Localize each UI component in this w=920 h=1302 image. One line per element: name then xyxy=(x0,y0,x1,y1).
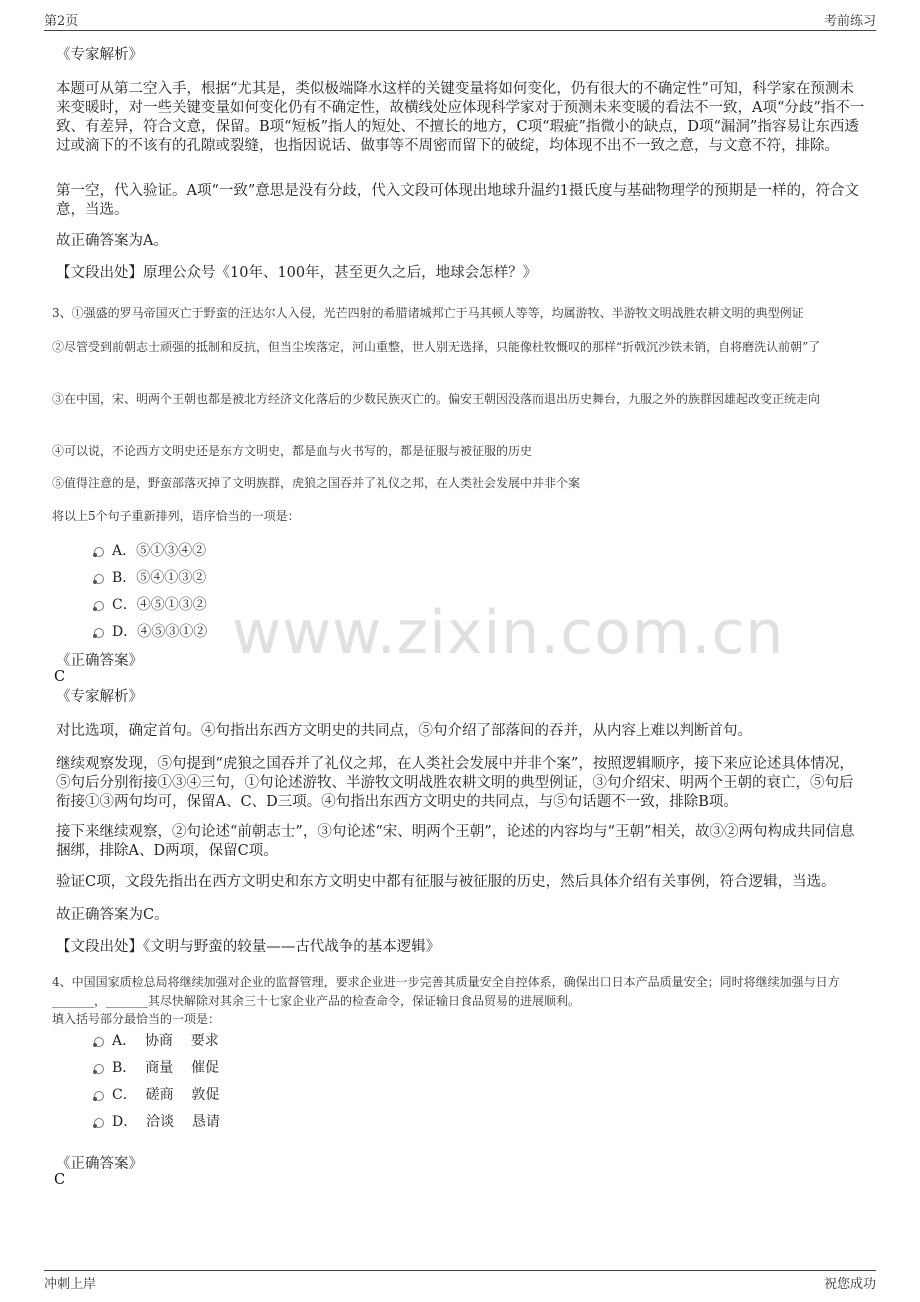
analysis-conclusion: 故正确答案为A。 xyxy=(56,233,168,249)
analysis-label: 《专家解析》 xyxy=(56,689,143,705)
option-a[interactable]: A．⑤①③④② xyxy=(94,541,206,561)
source-citation: 【文段出处】原理公众号《10年、100年，甚至更久之后，地球会怎样？》 xyxy=(56,265,538,281)
question-stem: 4、中国国家质检总局将继续加强对企业的监督管理，要求企业进一步完善其质量安全自控体系，确保出口日本产品质量安全；同时将继续加强与日方_______，_______其尽快解除对其余三十七家企业产品的检查命令，保证输日食品贸易的进展顺利。 xyxy=(52,975,840,1008)
source-citation: 【文段出处】《文明与野蛮的较量——古代战争的基本逻辑》 xyxy=(56,939,441,955)
footer-right: 祝您成功 xyxy=(823,1277,876,1292)
analysis-paragraph: 接下来继续观察，②句论述“前朝志士”，③句论述“宋、明两个王朝”，论述的内容均与“王朝”相关，故③②两句构成共同信息捆绑，排除A、D两项，保留C项。 xyxy=(56,824,855,859)
radio-icon[interactable] xyxy=(94,1037,104,1047)
question-sentence: ⑤值得注意的是，野蛮部落灭掉了文明族群，虎狼之国吞并了礼仪之邦，在人类社会发展中并非个案 xyxy=(52,476,581,490)
question-sentence: ③在中国，宋、明两个王朝也都是被北方经济文化落后的少数民族灭亡的。偏安王朝因没落而退出历史舞台，九服之外的族群因雄起改变正统走向 xyxy=(52,392,821,406)
answer-label: 《正确答案》 xyxy=(56,1156,143,1172)
analysis-conclusion: 故正确答案为C。 xyxy=(56,907,169,923)
radio-icon[interactable] xyxy=(94,601,104,611)
footer-divider xyxy=(44,1270,876,1271)
question-prompt: 将以上5个句子重新排列，语序恰当的一项是： xyxy=(52,509,300,523)
watermark: www.zixin.com.cn xyxy=(232,598,785,668)
option-d[interactable]: D． 洽谈 恳请 xyxy=(94,1112,220,1132)
radio-icon[interactable] xyxy=(94,547,104,557)
question-prompt: 填入括号部分最恰当的一项是： xyxy=(52,1012,221,1026)
question-sentence: ④可以说，不论西方文明史还是东方文明史，都是血与火书写的，都是征服与被征服的历史 xyxy=(52,444,533,458)
footer-left: 冲刺上岸 xyxy=(44,1277,97,1292)
radio-icon[interactable] xyxy=(94,574,104,584)
radio-icon[interactable] xyxy=(94,1064,104,1074)
header-divider xyxy=(44,30,876,31)
option-a[interactable]: A． 协商 要求 xyxy=(94,1031,219,1051)
option-b[interactable]: B．⑤④①③② xyxy=(94,568,206,588)
answer-value: C xyxy=(54,1172,66,1188)
question-sentence: 3、①强盛的罗马帝国灭亡于野蛮的汪达尔人入侵，光芒四射的希腊诸城邦亡于马其顿人等等，均属游牧、半游牧文明战胜农耕文明的典型例证 xyxy=(52,306,804,320)
analysis-paragraph: 验证C项，文段先指出在西方文明史和东方文明史中都有征服与被征服的历史，然后具体介绍有关事例，符合逻辑，当选。 xyxy=(56,874,836,890)
page-number: 第2页 xyxy=(44,14,79,29)
radio-icon[interactable] xyxy=(94,628,104,638)
option-c[interactable]: C．④⑤①③② xyxy=(94,595,207,615)
analysis-label: 《专家解析》 xyxy=(56,47,143,63)
option-c[interactable]: C． 磋商 敦促 xyxy=(94,1085,219,1105)
header-title: 考前练习 xyxy=(823,14,876,29)
analysis-paragraph: 第一空，代入验证。A项“一致”意思是没有分歧，代入文段可体现出地球升温约1摄氏度与基础物理学的预期是一样的，符合文意，当选。 xyxy=(56,183,860,218)
analysis-paragraph: 本题可从第二空入手，根据“尤其是，类似极端降水这样的关键变量将如何变化，仍有很大的不确定性”可知，科学家在预测未来变暖时，对一些关键变量如何变化仍有不确定性，故横线处应体现科学家对于预测未来变暖的看法不一致，A项“分歧”指不一致、有差异，符合文意，保留。B项“短板”指人的短处、不擅长的地方，C项“瑕疵”指微小的缺点，D项“漏洞”指容易让东西透过或滴下的不该有的孔隙或裂缝，也指因说话、做事等不周密而留下的破绽，均体现不出不一致之意，与文意不符，排除。 xyxy=(56,81,865,154)
question-sentence: ②尽管受到前朝志士顽强的抵制和反抗，但当尘埃落定，河山重整，世人别无选择，只能像杜牧慨叹的那样“折戟沉沙铁未销，自将磨洗认前朝”了 xyxy=(52,340,821,354)
radio-icon[interactable] xyxy=(94,1118,104,1128)
option-b[interactable]: B． 商量 催促 xyxy=(94,1058,219,1078)
answer-value: C xyxy=(54,669,66,685)
analysis-paragraph: 对比选项，确定首句。④句指出东西方文明史的共同点，⑤句介绍了部落间的吞并，从内容上难以判断首句。 xyxy=(56,723,752,739)
option-d[interactable]: D．④⑤③①② xyxy=(94,622,207,642)
analysis-paragraph: 继续观察发现，⑤句提到“虎狼之国吞并了礼仪之邦，在人类社会发展中并非个案”，按照逻辑顺序，接下来应论述具体情况，⑤句后分别衔接①③④三句，①句论述游牧、半游牧文明战胜农耕文明的典型例证，③句介绍宋、明两个王朝的衰亡，⑤句后衔接①③两句均可，保留A、C、D三项。④句指出东西方文明史的共同点，与⑤句话题不一致，排除B项。 xyxy=(56,756,854,810)
answer-label: 《正确答案》 xyxy=(56,653,143,669)
radio-icon[interactable] xyxy=(94,1091,104,1101)
